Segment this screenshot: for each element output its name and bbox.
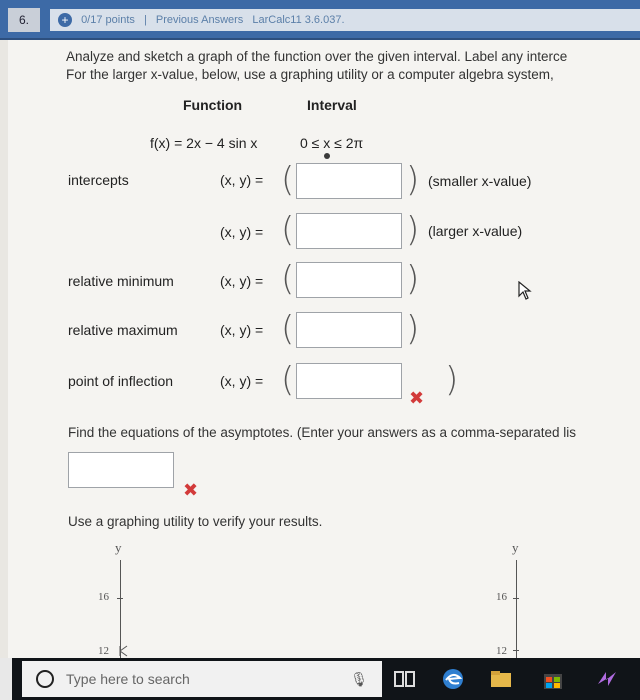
xy-label: (x, y) = (220, 172, 264, 188)
xy-label: (x, y) = (220, 224, 264, 240)
y-tick (513, 598, 519, 599)
relative-maximum-label: relative maximum (68, 322, 178, 338)
open-paren: ( (281, 210, 295, 250)
cursor-marker (324, 153, 330, 159)
taskbar (0, 658, 640, 700)
start-button[interactable] (0, 658, 12, 700)
open-paren: ( (281, 160, 295, 200)
instructions-line-2: For the larger x-value, below, use a graphing utility or a computer algebra system, (66, 67, 554, 82)
store-icon[interactable] (540, 666, 566, 692)
relative-minimum-input[interactable] (296, 262, 402, 298)
graph-y-label: y (512, 540, 519, 555)
xy-label: (x, y) = (220, 322, 264, 338)
intercept-larger-input[interactable] (296, 213, 402, 249)
book-reference: LarCalc11 3.6.037. (252, 14, 345, 26)
incorrect-icon: ✖ (183, 480, 199, 500)
larger-x-note: (larger x-value) (428, 223, 523, 239)
points-label: 0/17 points (81, 14, 135, 26)
y-tick-label: 12 (496, 645, 507, 657)
expand-icon[interactable]: + (58, 13, 72, 27)
question-header (0, 0, 640, 40)
asymptotes-input[interactable] (68, 452, 174, 488)
task-view-icon[interactable] (392, 666, 418, 692)
axis-break-icon (118, 644, 132, 658)
open-paren: ( (281, 360, 295, 400)
function-header: Function (183, 97, 243, 113)
instructions (66, 48, 640, 84)
smaller-x-note: (smaller x-value) (428, 173, 532, 189)
interval-expression: 0 ≤ x ≤ 2π (300, 135, 364, 151)
relative-maximum-input[interactable] (296, 312, 402, 348)
close-paren: ) (406, 210, 420, 250)
question-body (8, 40, 640, 658)
y-tick-label: 12 (98, 645, 109, 657)
asymptotes-prompt: Find the equations of the asymptotes. (Enter your answers as a comma-separated lis (68, 425, 576, 440)
intercepts-label: intercepts (68, 172, 129, 188)
close-paren: ) (406, 160, 420, 200)
close-paren: ) (406, 309, 420, 349)
function-expression: f(x) = 2x − 4 sin x (150, 135, 258, 151)
app-icon[interactable] (594, 666, 620, 692)
y-tick-label: 16 (496, 591, 507, 603)
y-tick (513, 650, 519, 651)
search-placeholder: Type here to search (66, 671, 190, 687)
open-paren: ( (281, 259, 295, 299)
question-meta (50, 9, 640, 31)
file-explorer-icon[interactable] (488, 666, 514, 692)
xy-label: (x, y) = (220, 373, 264, 389)
close-paren: ) (406, 259, 420, 299)
open-paren: ( (281, 309, 295, 349)
y-tick-label: 16 (98, 591, 109, 603)
separator: | (143, 14, 147, 26)
point-of-inflection-input[interactable] (296, 363, 402, 399)
mouse-pointer-icon (517, 281, 533, 301)
close-paren: ) (445, 360, 459, 400)
y-axis (516, 560, 517, 660)
relative-minimum-label: relative minimum (68, 273, 174, 289)
interval-header: Interval (307, 97, 357, 113)
intercept-smaller-input[interactable] (296, 163, 402, 199)
taskbar-search[interactable] (22, 661, 382, 697)
incorrect-icon: ✖ (409, 388, 425, 408)
cortana-icon[interactable] (36, 670, 54, 688)
microphone-icon[interactable]: 🎙 (350, 671, 368, 687)
question-number: 6. (8, 8, 40, 32)
graph-y-label: y (115, 540, 122, 555)
point-of-inflection-label: point of inflection (68, 373, 174, 389)
y-tick (117, 598, 123, 599)
verify-instruction: Use a graphing utility to verify your results. (68, 514, 323, 529)
previous-answers-link[interactable]: Previous Answers (155, 14, 244, 26)
instructions-line-1: Analyze and sketch a graph of the function over the given interval. Label any interce (66, 49, 568, 64)
xy-label: (x, y) = (220, 273, 264, 289)
edge-browser-icon[interactable] (440, 666, 466, 692)
